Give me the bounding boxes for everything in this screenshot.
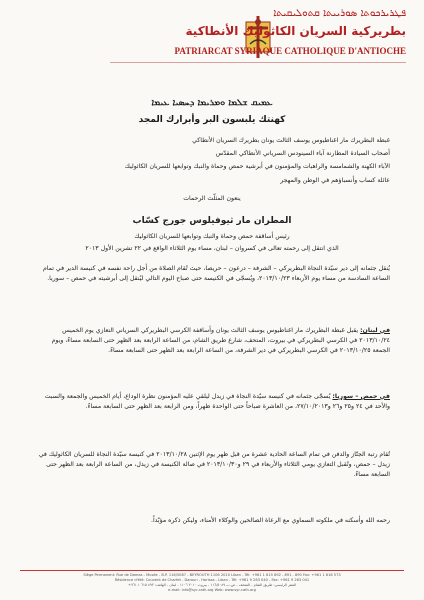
syria-label: في حمص – سوريا: <box>332 393 390 400</box>
lebanon-text: يقبل غبطة البطريرك مار اغناطيوس يوسف الثالث يونان وأساقفة الكرسي البطريركي السرياني التعازي يوم الخميس ٢٠١٣/١٠/٢٤ في الكرسي البطريركي في بيروت، المتحف، شارع طريق الشام، من الساعة الرابعة بعد الظهر حتى السابعة مساءً، ويوم الجمعة ٢٠١٣/١٠/٢٥ في الكرسي البطريركي في دير الشرفة، من الساعة الرابعة بعد الظهر حتى السابعة مساءً. <box>51 327 390 355</box>
footer-contact: e-mail: info@syr-cath.org Web: www.syr-cath.org <box>168 588 256 592</box>
paragraph-lebanon <box>34 326 390 357</box>
syria-text: يُسجّى جثمانه في كنيسة سيّدة النجاة في زيدل ليلقي عليه المؤمنون نظرة الوداع، أيام الخميس والجمعة والسبت والأحد في ٢٤ و٢٥ و٢٦ و٢٧/١٠/٢٠١٣، من العاشرة صباحاً حتى الواحدة ظهراً، ومن الرابعة بعد الظهر حتى السابعة مساءً. <box>44 393 390 411</box>
mourn-line: ينعون المثلّث الرحمات <box>183 195 241 202</box>
french-patriarchate-name: PATRIARCAT SYRIAQUE CATHOLIQUE D'ANTIOCHE <box>174 46 406 56</box>
letterhead <box>90 8 420 82</box>
death-announcement: الذي انتقل إلى رحمته تعالى في كسروان – لبنان، مساء يوم الثلاثاء الواقع في ٢٢ تشرين الأول ٢٠١٣ <box>85 245 339 252</box>
sender-line: الآباء الكهنة والشمامسة والراهبات والمؤمنون في أبرشية حمص وحماة والنبك وتوابعها للسريان الكاثوليك <box>124 163 390 171</box>
footer-address-ar: المقر الرئيسي: طريق الشام - المتحف - ص.ب ١١٦/٥٠٨٧ - بيروت ٢٠١٠ ١١٠٦ - لبنان - الهاتف: ٨٩٢ ٦١٥ ١ ٩٦١+ <box>127 583 297 587</box>
lebanon-label: في لبنان: <box>360 327 390 334</box>
paragraph-transfer: يُنقل جثمانه إلى دير سيّدة النجاة البطريركي – الشرفة – درعون – حريصا، حيث تُقام الصلاة من أجل راحة نفسه في كنيسة الدير في تمام الساعة السادسة من مساء يوم الأربعاء ٢٠١٣/١٠/٢٣، ويُسجّى في الكنيسة حتى صباح اليوم التالي ليُنقل إلى أبرشيته في حمص – سوريا. <box>42 265 390 283</box>
sender-line: غبطة البطريرك مار اغناطيوس يوسف الثالث يونان بطريرك السريان الأنطاكي <box>192 137 390 144</box>
paragraph-syria <box>34 392 390 412</box>
syriac-patriarchate-name: ܦܛܪܝܪܟܘܬܐ ܣܘܪܝܝܬܐ ܩܬܘܠܝܩܝܬܐ <box>273 8 406 19</box>
footer-summer-residence: Résidence d'été: Couvent de Charfet - Daroun - Harissa - Liban - Tél: +961 9 263 040 - Fax: +961 9 263 041 <box>114 578 310 582</box>
paragraph-funeral: تُقام رتبة الجنّاز والدفن في تمام الساعة الحادية عشرة من قبل ظهر يوم الإثنين ٢٠١٣/١٠/٢٨ في كنيسة سيّدة النجاة للسريان الكاثوليك في زيدل – حمص، وتُقبل التعازي يومي الثلاثاء والأربعاء في ٢٩ و٢٠١٣/١٠/٣٠ في صالة الكنيسة في زيدل، من الساعة الرابعة بعد الظهر حتى السابعة مساءً. <box>38 451 390 479</box>
footer-address-fr: Siège Permanent: Rue de Damas - Musée - B.P. 116/5087 - BEYROUTH 1106 2010 Liban - Tél: +961 1 615 892 - 891 - 890 Fax: +961 1 616 573 <box>83 573 341 577</box>
sender-line: عائلة كساب وأنسباؤهم في الوطن والمهجر <box>280 176 390 184</box>
footer <box>20 570 404 593</box>
sender-line: أصحاب السيادة المطارنة آباء السينودس السرياني الأنطاكي المقدّس <box>215 150 390 158</box>
syriac-verse: ܥܡܝܩ ܫܠܡܐ ܘܡܪܝܡܐ ܕܚܣܝܐ ܥܝܡܐ <box>151 98 273 108</box>
arabic-patriarchate-name: بطريركية السريان الكاثوليك الأنطاكية <box>185 24 406 38</box>
senders-list <box>34 136 390 189</box>
closing-prayer: رحمه الله وأسكنه في ملكوته السماوي مع الرعاة الصالحين والوكلاء الأمناء، وليكن ذكره مؤبّداً. <box>151 517 390 524</box>
deceased-title: رئيس أساقفة حمص وحماة والنبك وتوابعها للسريان الكاثوليك <box>134 233 290 240</box>
header-divider <box>110 62 406 63</box>
deceased-name: المطران مار ثيوفيلوس جورج كسّاب <box>132 216 292 226</box>
arabic-verse: كهنتك يلبسون البر وأبرارك المجد <box>138 115 286 125</box>
